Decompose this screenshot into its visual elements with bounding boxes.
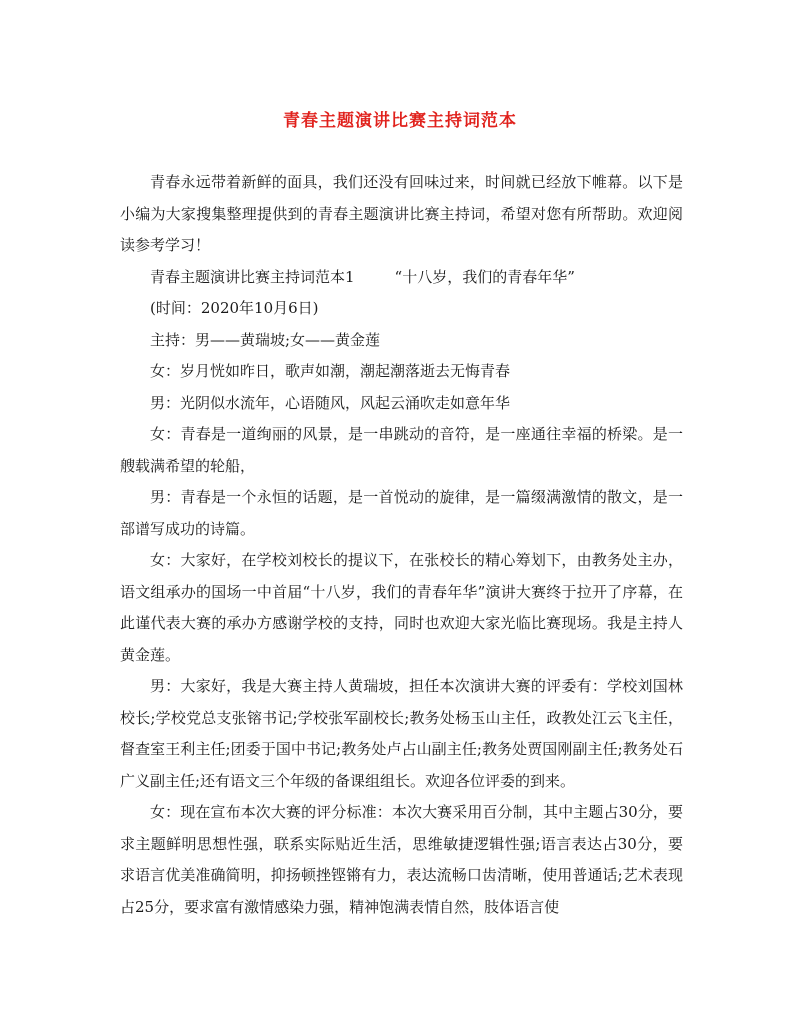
paragraph-line: 男：大家好，我是大赛主持人黄瑞坡，担任本次演讲大赛的评委有：学校刘国林校长;学校党总支张镕书记;学校张军副校长;教务处杨玉山主任，政教处江云飞主任，督查室王利主任;团委于国中书记;教务处卢占山副主任;教务处贾国刚副主任;教务处石广义副主任;还有语文三个年级的备课组组长。欢迎各位评委的到来。 (120, 677, 683, 790)
paragraph-line: 女：大家好，在学校刘校长的提议下，在张校长的精心筹划下，由教务处主办，语文组承办的国场一中首届“十八岁，我们的青春年华”演讲大赛终于拉开了序幕，在此谨代表大赛的承办方感谢学校的支持，同时也欢迎大家光临比赛现场。我是主持人黄金莲。 (120, 551, 683, 664)
paragraph-line: 女：青春是一道绚丽的风景，是一串跳动的音符，是一座通往幸福的桥梁。是一艘载满希望的轮船， (120, 425, 683, 475)
paragraph-intro: 青春永远带着新鲜的面具，我们还没有回味过来，时间就已经放下帷幕。以下是小编为大家搜集整理提供到的青春主题演讲比赛主持词，希望对您有所帮助。欢迎阅读参考学习！ (120, 173, 683, 254)
paragraph-time: (时间：2020年10月6日) (150, 299, 319, 317)
document-body (120, 167, 683, 923)
event-theme: “十八岁，我们的青春年华” (394, 267, 575, 286)
paragraph-heading (120, 262, 683, 294)
document-title: 青春主题演讲比赛主持词范本 (283, 111, 517, 131)
paragraph-line: 女：现在宣布本次大赛的评分标准：本次大赛采用百分制，其中主题占30分，要求主题鲜明思想性强，联系实际贴近生活，思维敏捷逻辑性强;语言表达占30分，要求语言优美准确简明，抑扬顿挫铿锵有力，表达流畅口齿清晰，使用普通话;艺术表现占25分，要求富有激情感染力强，精神饱满表情自然，肢体语言使 (120, 803, 683, 916)
paragraph-line: 男：青春是一个永恒的话题，是一首悦动的旋律，是一篇缀满激情的散文，是一部谱写成功的诗篇。 (120, 488, 683, 538)
sample-heading: 青春主题演讲比赛主持词范本1 (150, 267, 355, 286)
paragraph-line: 女：岁月恍如昨日，歌声如潮，潮起潮落逝去无悔青春 (150, 362, 511, 380)
paragraph-line: 男：光阴似水流年，心语随风，风起云涌吹走如意年华 (150, 393, 511, 412)
paragraph-hosts: 主持：男——黄瑞坡;女——黄金莲 (150, 330, 381, 349)
